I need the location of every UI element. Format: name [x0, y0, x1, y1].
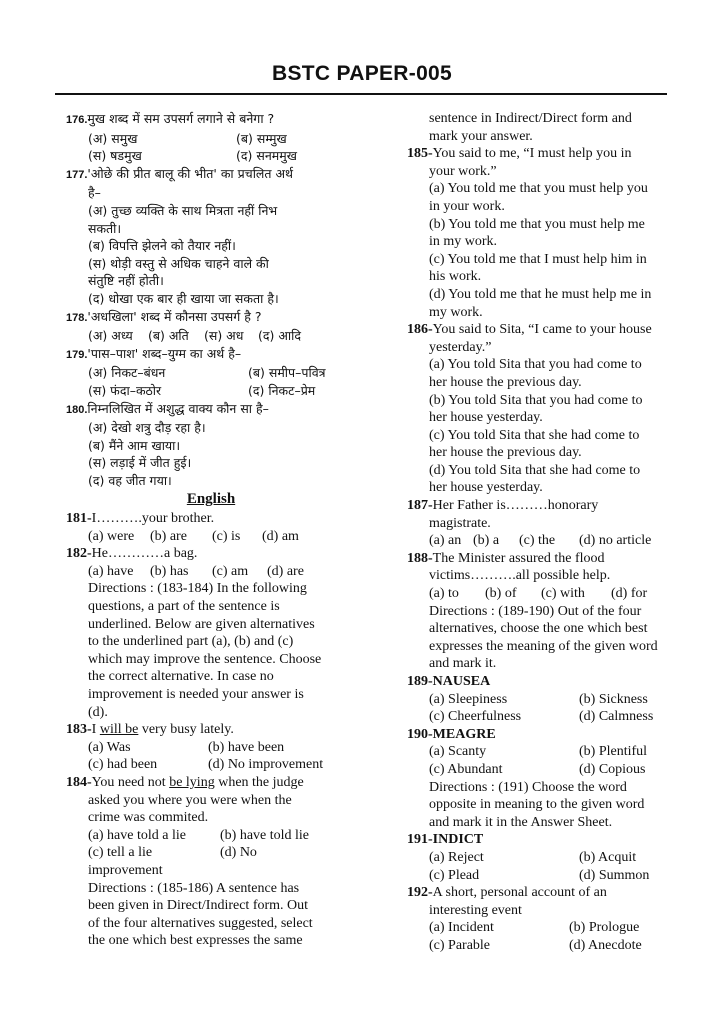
option-b: (b) You told Sita that you had come to: [429, 392, 643, 408]
option-a-cont: in your work.: [429, 198, 505, 214]
question-number: 189-: [407, 674, 433, 689]
question-182: [66, 545, 356, 580]
directions-line: Directions : (189-190) Out of the four: [429, 603, 642, 619]
option-b: (b) Sickness: [579, 691, 648, 707]
question-text-cont: crime was commited.: [88, 810, 209, 826]
option-a: (a) have told a lie: [88, 827, 186, 843]
option-c: (स) फंदा–कठोर: [88, 382, 162, 398]
question-text: INDICT: [432, 832, 484, 848]
option-a: (a) were: [88, 528, 135, 544]
question-text-cont: है–: [88, 185, 101, 201]
option-d: (d) for: [611, 586, 648, 602]
directions-line: underlined. Below are given alternatives: [88, 616, 315, 632]
directions-191: [407, 779, 677, 832]
question-number: 179.: [66, 348, 88, 361]
directions-185-186: [66, 880, 356, 950]
option-c: (c) Abundant: [429, 761, 503, 777]
left-column: [66, 110, 356, 950]
option-c: (स) लड़ाई में जीत हुई।: [88, 455, 192, 471]
directions-line: opposite in meaning to the given word: [429, 797, 645, 813]
question-text: I: [91, 722, 100, 738]
option-b: (b) have told lie: [220, 827, 310, 843]
option-c-cont: her house the previous day.: [429, 445, 582, 461]
question-number: 181-: [66, 511, 92, 527]
question-188: [407, 550, 677, 603]
question-number: 178.: [66, 311, 88, 324]
question-191: [407, 831, 677, 884]
option-d: (द) धोखा एक बार ही खाया जा सकता है।: [88, 290, 279, 306]
option-c: (स) षडमुख: [88, 148, 142, 164]
underlined-part: be lying: [169, 774, 215, 790]
option-a: (a) Was: [88, 739, 131, 755]
question-text-cont: magistrate.: [429, 515, 491, 531]
option-a: (अ) तुच्छ व्यक्ति के साथ मित्रता नहीं निभ: [88, 202, 278, 218]
question-text: 'ओछे की प्रीत बालू की भीत' का प्रचलित अर्थ: [87, 165, 294, 181]
option-d-cont: my work.: [429, 304, 483, 320]
question-184: [66, 774, 356, 880]
option-a: (a) have: [88, 563, 134, 579]
option-d: (d) No improvement: [208, 757, 324, 773]
question-text: I……….your brother.: [91, 511, 215, 527]
question-text: Her Father is………honorary: [432, 498, 599, 514]
option-a: (अ) समुख: [88, 130, 138, 146]
option-c: (c) Cheerfulness: [429, 709, 522, 725]
directions-183-184: [66, 580, 356, 721]
option-c: (स) थोड़ी वस्तु से अधिक चाहने वाले की: [88, 255, 269, 271]
question-187: [407, 497, 677, 550]
option-a: (अ) निकट–बंधन: [88, 365, 166, 381]
question-text-cont: victims……….all possible help.: [429, 568, 611, 584]
directions-line: improvement is needed your answer is: [88, 687, 304, 702]
option-d: (द) निकट–प्रेम: [248, 382, 316, 398]
option-d: (d) no article: [579, 533, 652, 549]
option-b: (b) of: [485, 586, 517, 602]
question-number: 185-: [407, 146, 433, 162]
option-c: (स) अध: [204, 328, 244, 344]
question-text: You said to Sita, “I came to your house: [432, 322, 652, 338]
question-183: [66, 721, 356, 774]
option-a: (a) You told me that you must help you: [429, 181, 648, 197]
directions-185-186-cont: [407, 110, 677, 145]
question-179: [66, 345, 356, 400]
option-c-cont: संतुष्टि नहीं होती।: [88, 273, 164, 289]
section-heading-english: English: [186, 491, 236, 508]
question-181: [66, 510, 356, 545]
directions-line: alternatives, choose the one which best: [429, 621, 648, 637]
directions-line: the correct alternative. In case no: [88, 669, 274, 685]
question-text-cont: yesterday.”: [429, 339, 492, 355]
directions-line: sentence in Indirect/Direct form and: [429, 111, 632, 126]
question-180: [66, 400, 356, 490]
option-b-cont: in my work.: [429, 234, 498, 250]
option-d: (द) वह जीत गया।: [88, 472, 172, 488]
question-number: 182-: [66, 546, 92, 562]
option-c: (c) with: [541, 586, 585, 602]
option-d: (d) are: [267, 563, 304, 579]
option-a: (अ) देखो शत्रु दौड़ रहा है।: [88, 420, 206, 436]
option-b: (ब) अति: [148, 328, 189, 344]
directions-line: expresses the meaning of the given word: [429, 638, 658, 654]
question-text-cont: very busy lately.: [138, 722, 234, 738]
question-number: 176.: [66, 114, 88, 126]
question-text: You said to me, “I must help you in: [432, 146, 632, 162]
question-text: 'पास–पाश' शब्द–युग्म का अर्थ है–: [87, 345, 242, 361]
question-190: [407, 726, 677, 779]
question-185: [407, 145, 677, 321]
page-title: BSTC PAPER-005: [271, 62, 453, 85]
question-text: A short, personal account of an: [432, 885, 607, 901]
option-d: (d) You told me that he must help me in: [429, 286, 652, 302]
question-text: MEAGRE: [432, 726, 496, 742]
question-text: मुख शब्द में सम उपसर्ग लगाने से बनेगा ?: [87, 111, 275, 126]
question-text-cont: your work.”: [429, 163, 497, 179]
question-text-cont: asked you where you were when the: [88, 792, 292, 808]
option-d: (द) आदि: [258, 328, 302, 344]
question-text: निम्नलिखित में अशुद्ध वाक्य कौन सा है–: [87, 400, 269, 416]
question-number: 187-: [407, 498, 433, 514]
option-d-cont: improvement: [88, 862, 163, 878]
option-d: (d) Calmness: [579, 709, 654, 725]
question-number: 188-: [407, 550, 433, 566]
question-number: 186-: [407, 322, 433, 338]
option-c: (c) am: [212, 563, 249, 579]
title-divider: [55, 93, 667, 95]
option-a-cont: सकती।: [88, 220, 122, 236]
question-text: 'अधखिला' शब्द में कौनसा उपसर्ग है ?: [87, 308, 262, 324]
question-number: 192-: [407, 885, 433, 901]
directions-line: Directions : (183-184) In the following: [88, 581, 307, 597]
option-d: (d) No: [220, 845, 257, 861]
directions-line: which may improve the sentence. Choose: [88, 651, 322, 667]
question-number: 184-: [66, 774, 92, 790]
option-a: (अ) अध्य: [88, 328, 133, 344]
directions-line: Directions : (185-186) A sentence has: [88, 880, 300, 896]
option-d: (d) Anecdote: [569, 937, 642, 953]
option-a-cont: her house the previous day.: [429, 374, 582, 390]
option-a: (a) an: [429, 533, 462, 549]
option-c-cont: his work.: [429, 269, 482, 285]
option-a: (a) Reject: [429, 849, 484, 865]
option-c: (c) tell a lie: [88, 845, 153, 861]
directions-189-190: [407, 603, 677, 673]
option-b: (b) has: [150, 563, 189, 579]
question-177: [66, 165, 356, 308]
question-number: 191-: [407, 832, 433, 848]
option-d: (d) Summon: [579, 867, 650, 883]
option-c: (c) You told me that I must help him in: [429, 251, 647, 267]
question-186: [407, 321, 677, 497]
option-d: (d) Copious: [579, 761, 646, 777]
directions-line: Directions : (191) Choose the word: [429, 779, 627, 795]
option-b: (b) You told me that you must help me: [429, 216, 645, 232]
option-b: (b) have been: [208, 739, 285, 755]
question-192: [407, 884, 677, 954]
option-d: (d) You told Sita that she had come to: [429, 462, 641, 478]
directions-line: (d).: [88, 704, 108, 720]
directions-line: to the underlined part (a), (b) and (c): [88, 634, 294, 650]
question-text: You need not: [91, 774, 170, 790]
question-text: He…………a bag.: [91, 546, 198, 562]
option-c: (c) had been: [88, 757, 158, 773]
directions-line: and mark it.: [429, 656, 497, 672]
question-number: 190-: [407, 726, 433, 742]
option-c: (c) You told Sita that she had come to: [429, 427, 640, 443]
option-a: (a) to: [429, 586, 459, 602]
option-b-cont: her house yesterday.: [429, 410, 543, 426]
directions-line: the one which best expresses the same: [88, 933, 303, 949]
underlined-part: will be: [99, 722, 139, 738]
option-d-cont: her house yesterday.: [429, 480, 543, 496]
option-b: (ब) समीप–पवित्र: [248, 365, 326, 381]
question-text-cont: when the judge: [214, 774, 304, 790]
option-b: (b) Acquit: [579, 849, 637, 865]
option-b: (b) a: [473, 533, 500, 549]
question-number: 183-: [66, 722, 92, 738]
option-d: (d) am: [262, 528, 299, 544]
option-b: (ब) मैंने आम खाया।: [88, 437, 181, 453]
directions-line: been given in Direct/Indirect form. Out: [88, 898, 309, 914]
directions-line: mark your answer.: [429, 128, 533, 144]
directions-line: of the four alternatives suggested, select: [88, 915, 313, 931]
option-a: (a) You told Sita that you had come to: [429, 357, 642, 373]
question-number: 177.: [66, 168, 88, 181]
question-number: 180.: [66, 403, 88, 416]
question-text: The Minister assured the flood: [432, 550, 605, 566]
option-a: (a) Incident: [429, 920, 494, 936]
option-b: (ब) विपत्ति झेलने को तैयार नहीं।: [88, 238, 236, 254]
question-189: [407, 673, 677, 726]
option-a: (a) Scanty: [429, 744, 487, 760]
question-text-cont: interesting event: [429, 902, 522, 918]
right-column: [407, 110, 677, 955]
directions-line: questions, a part of the sentence is: [88, 599, 280, 615]
option-b: (ब) सम्मुख: [236, 130, 287, 146]
option-c: (c) is: [212, 528, 241, 544]
question-178: [66, 308, 356, 345]
question-176: [66, 110, 356, 165]
option-b: (b) Plentiful: [579, 744, 648, 760]
option-d: (द) सनममुख: [236, 148, 297, 164]
option-a: (a) Sleepiness: [429, 691, 508, 707]
directions-line: and mark it in the Answer Sheet.: [429, 814, 613, 830]
option-c: (c) Parable: [429, 937, 491, 953]
option-c: (c) the: [519, 533, 556, 549]
question-text: NAUSEA: [432, 674, 491, 689]
option-b: (b) are: [150, 528, 187, 544]
option-b: (b) Prologue: [569, 920, 640, 936]
option-c: (c) Plead: [429, 867, 480, 883]
